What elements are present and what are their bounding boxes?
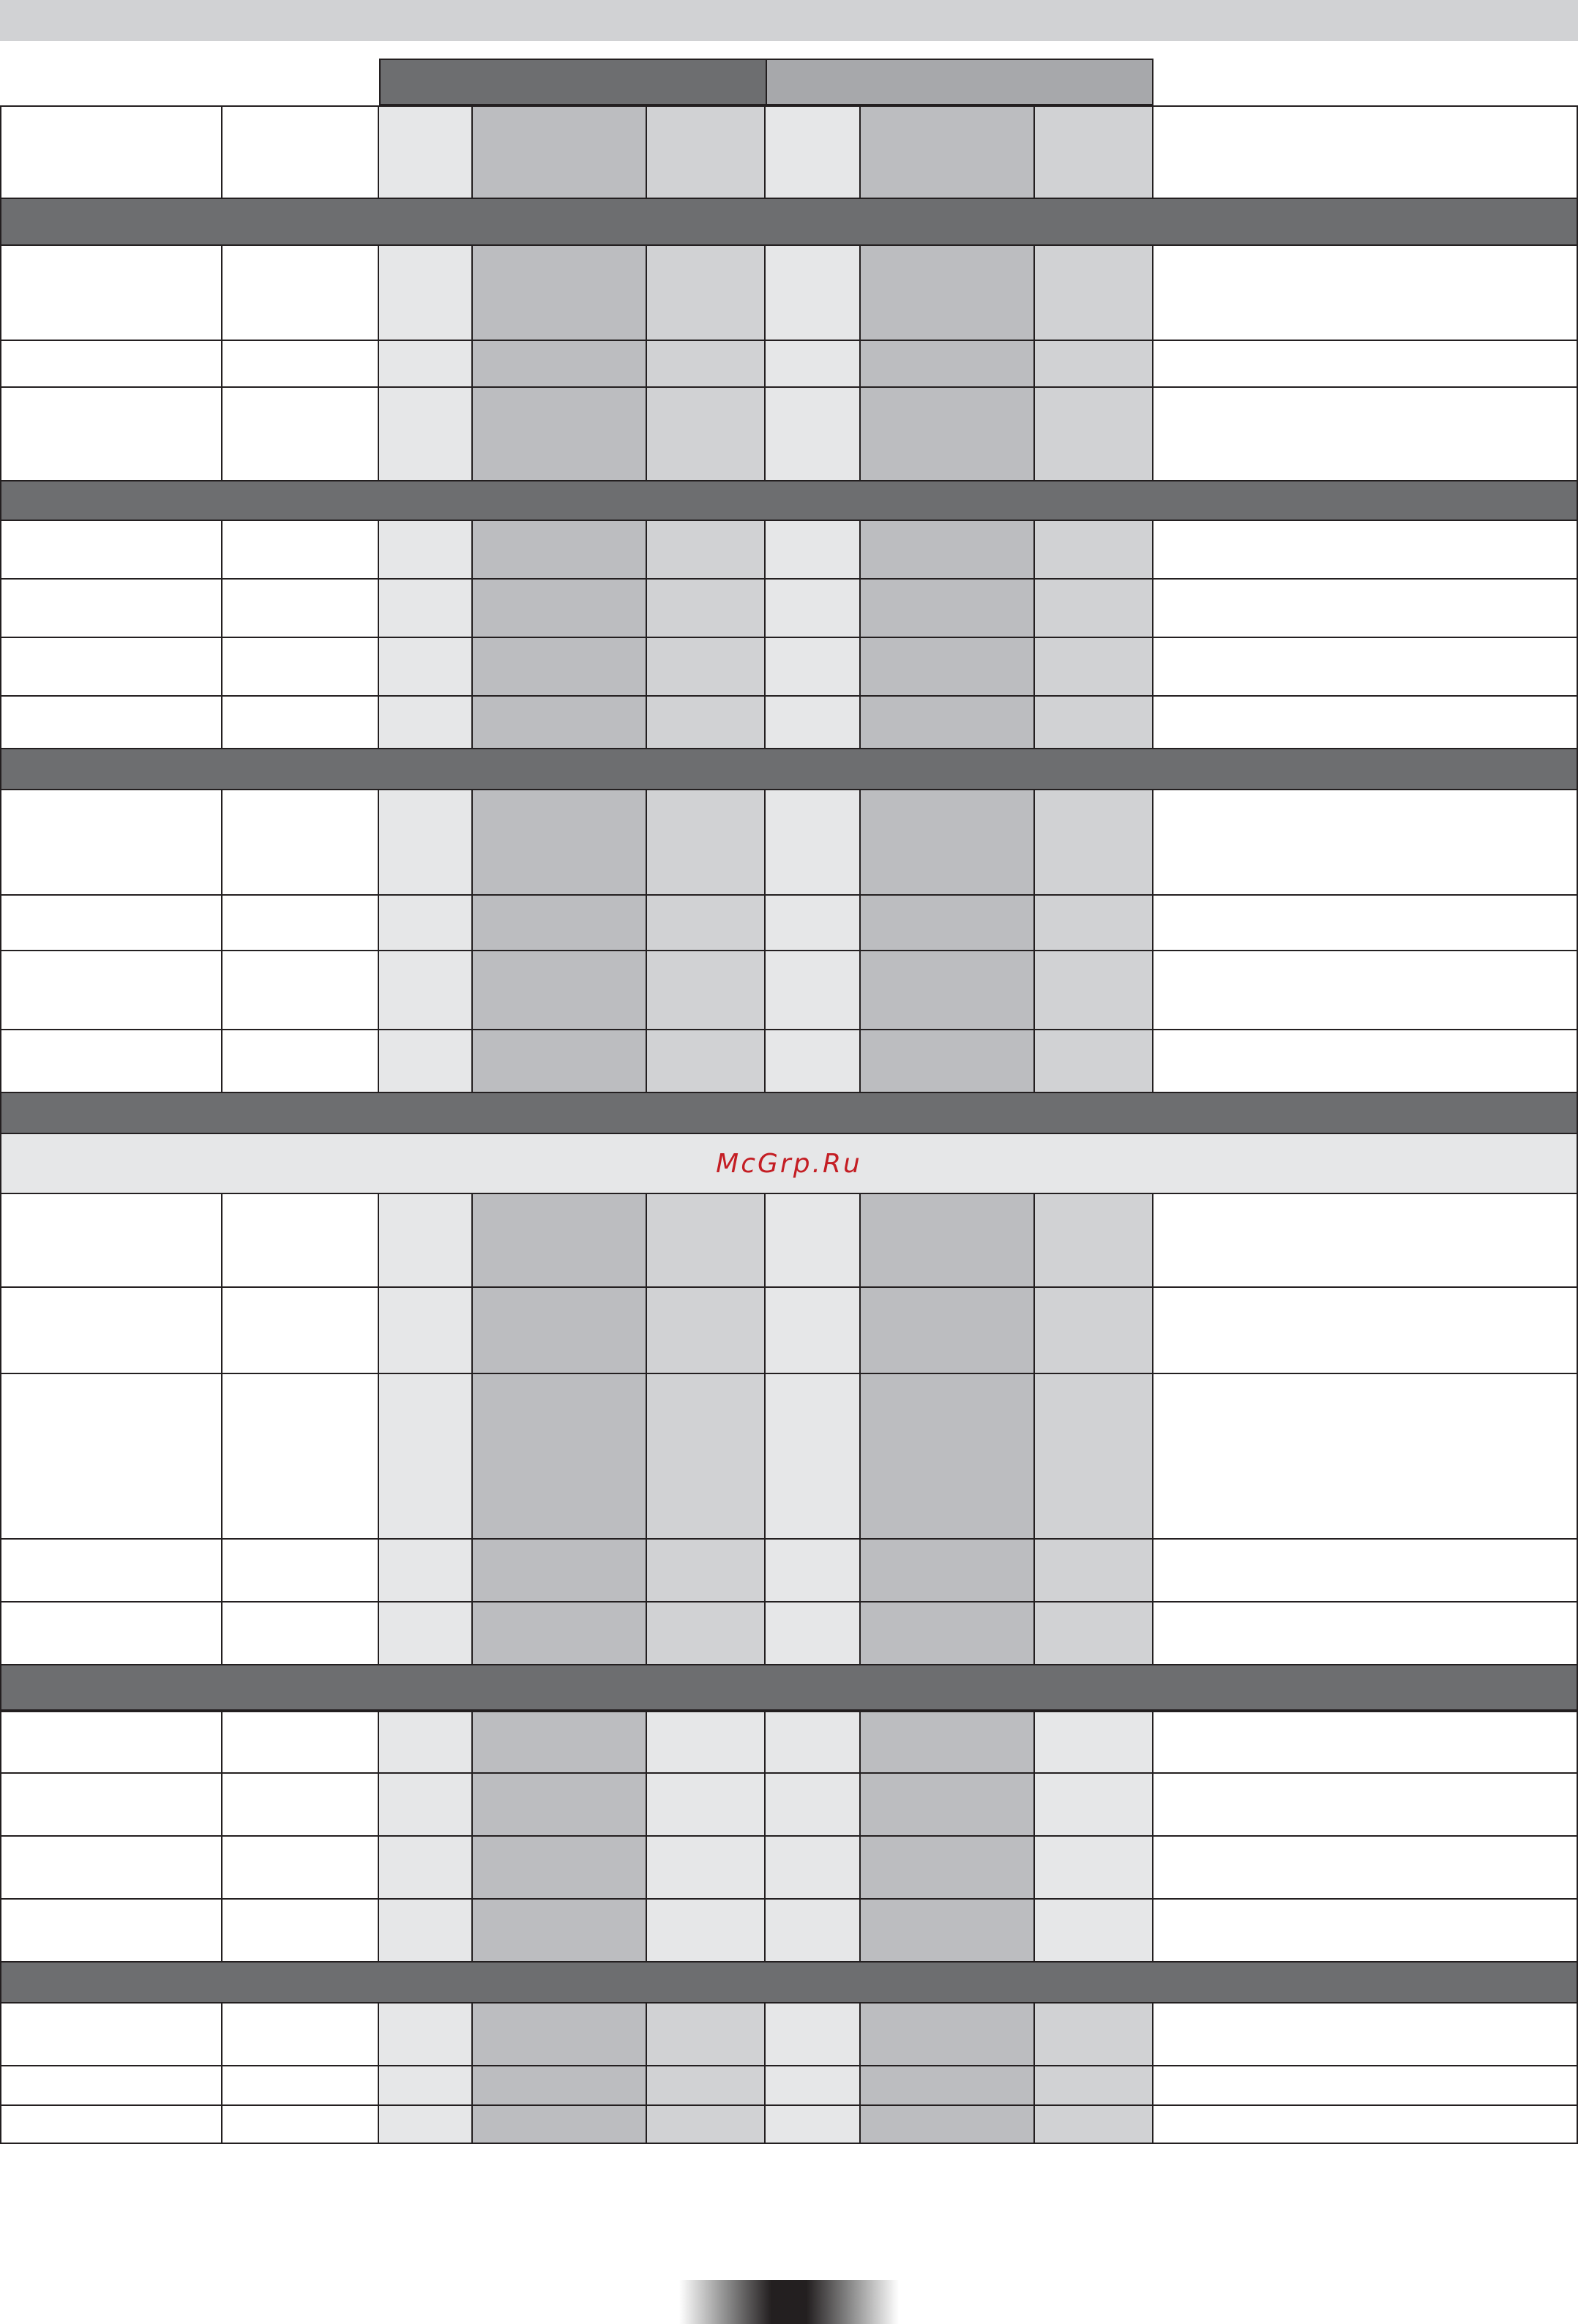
table-row: [0, 790, 1578, 896]
table-cell: [766, 388, 861, 480]
table-cell: [223, 1774, 379, 1835]
table-cell: [1035, 951, 1153, 1029]
table-cell: [379, 638, 473, 695]
table-cell: [647, 1603, 766, 1664]
table-cell: [647, 341, 766, 386]
table-cell: [473, 107, 647, 198]
table-row: [0, 2106, 1578, 2144]
section-band: [0, 199, 1578, 246]
table-row: [0, 246, 1578, 341]
table-cell: [223, 2066, 379, 2104]
section-band: [0, 1665, 1578, 1711]
top-bar: [0, 0, 1578, 41]
table-cell: [861, 1712, 1035, 1772]
table-cell: [1153, 638, 1578, 695]
table-cell: [379, 2066, 473, 2104]
table-cell: [766, 341, 861, 386]
table-cell: [473, 638, 647, 695]
table-cell: [861, 896, 1035, 950]
section-band: [0, 749, 1578, 790]
table-cell: [647, 1288, 766, 1373]
table-cell: [473, 2066, 647, 2104]
table-cell: [379, 1030, 473, 1092]
table-cell: [473, 2106, 647, 2143]
table-cell: [473, 2003, 647, 2065]
table-cell: [766, 1603, 861, 1664]
table-cell: [223, 1374, 379, 1538]
table-cell: [647, 896, 766, 950]
table-cell: [223, 638, 379, 695]
table-cell: [223, 521, 379, 578]
table-cell: [0, 2106, 223, 2143]
table-cell: [473, 1030, 647, 1092]
table-cell: [473, 580, 647, 637]
table-cell: [861, 341, 1035, 386]
table-row: [0, 388, 1578, 481]
table-cell: [861, 2003, 1035, 2065]
table-cell: [1153, 1837, 1578, 1898]
table-cell: [223, 1837, 379, 1898]
table-cell: [647, 1374, 766, 1538]
table-cell: [647, 951, 766, 1029]
table-cell: [473, 1900, 647, 1961]
table-cell: [0, 1774, 223, 1835]
table-cell: [647, 1540, 766, 1601]
table-cell: [473, 1288, 647, 1373]
table-cell: [766, 1900, 861, 1961]
table-cell: [379, 1774, 473, 1835]
table-row: [0, 1603, 1578, 1665]
table-cell: [0, 341, 223, 386]
table-cell: [1035, 1774, 1153, 1835]
table-cell: [1035, 1540, 1153, 1601]
table-cell: [766, 1837, 861, 1898]
table-cell: [766, 1712, 861, 1772]
table-cell: [379, 1194, 473, 1286]
table-cell: [0, 1603, 223, 1664]
table-cell: [0, 521, 223, 578]
table-cell: [0, 2066, 223, 2104]
table-cell: [861, 580, 1035, 637]
table-cell: [379, 790, 473, 894]
table-cell: [1153, 1030, 1578, 1092]
table-cell: [647, 1837, 766, 1898]
table-cell: [861, 2106, 1035, 2143]
table-cell: [1153, 697, 1578, 748]
table-row: [0, 638, 1578, 697]
table-cell: [223, 246, 379, 340]
table-cell: [0, 1900, 223, 1961]
table-cell: [0, 1030, 223, 1092]
table-cell: [647, 521, 766, 578]
table-cell: [1035, 341, 1153, 386]
table-cell: [473, 1194, 647, 1286]
table-row: [0, 1711, 1578, 1774]
table-cell: [647, 697, 766, 748]
table-cell: [473, 790, 647, 894]
table-cell: [647, 2066, 766, 2104]
table-cell: [766, 2003, 861, 2065]
table-cell: [1153, 2106, 1578, 2143]
table-row: [0, 1030, 1578, 1093]
table-cell: [766, 951, 861, 1029]
table-cell: [223, 1288, 379, 1373]
table-cell: [1153, 1374, 1578, 1538]
table-cell: [473, 521, 647, 578]
table-cell: [379, 697, 473, 748]
table-row: [0, 1900, 1578, 1963]
table-cell: [647, 1900, 766, 1961]
table-cell: [861, 951, 1035, 1029]
table-row: [0, 1837, 1578, 1900]
table-cell: [766, 697, 861, 748]
column-group-header-a: [379, 59, 767, 105]
table-cell: [379, 1712, 473, 1772]
table-cell: [223, 2003, 379, 2065]
table-cell: [1035, 790, 1153, 894]
table-cell: [379, 341, 473, 386]
table-cell: [647, 246, 766, 340]
table-cell: [1035, 1030, 1153, 1092]
table-cell: [223, 896, 379, 950]
section-band: [0, 1093, 1578, 1134]
table-cell: [1035, 1288, 1153, 1373]
table-cell: [1035, 1194, 1153, 1286]
table-cell: [1035, 638, 1153, 695]
table-cell: [0, 896, 223, 950]
table-cell: [647, 790, 766, 894]
table-row: [0, 2003, 1578, 2066]
table-cell: [1035, 2066, 1153, 2104]
table-cell: [1035, 1712, 1153, 1772]
table-cell: [223, 1712, 379, 1772]
table-cell: [473, 388, 647, 480]
table-cell: [647, 107, 766, 198]
table-cell: [473, 697, 647, 748]
table-cell: [473, 1374, 647, 1538]
table-cell: [223, 580, 379, 637]
table-cell: [1153, 1603, 1578, 1664]
section-band: [0, 481, 1578, 521]
table-cell: [379, 580, 473, 637]
table-cell: [647, 638, 766, 695]
table-cell: [766, 580, 861, 637]
table-cell: [647, 580, 766, 637]
table-cell: [861, 790, 1035, 894]
table-cell: [1153, 2066, 1578, 2104]
table-cell: [379, 896, 473, 950]
table-cell: [1153, 1540, 1578, 1601]
table-cell: [766, 1288, 861, 1373]
table-cell: [766, 896, 861, 950]
table-cell: [0, 1194, 223, 1286]
table-cell: [766, 790, 861, 894]
table-cell: [379, 1900, 473, 1961]
table-cell: [766, 2066, 861, 2104]
table-cell: [1035, 2106, 1153, 2143]
table-cell: [1153, 790, 1578, 894]
table-cell: [0, 1837, 223, 1898]
table-row: [0, 2066, 1578, 2106]
table-cell: [379, 521, 473, 578]
table-cell: [1035, 1900, 1153, 1961]
watermark-banner: [0, 1134, 1578, 1194]
table-cell: [861, 1540, 1035, 1601]
table-cell: [1035, 521, 1153, 578]
table-cell: [1035, 388, 1153, 480]
table-cell: [0, 388, 223, 480]
section-band: [0, 1963, 1578, 2003]
table-cell: [647, 1030, 766, 1092]
table-cell: [766, 107, 861, 198]
table-cell: [1153, 2003, 1578, 2065]
table-cell: [0, 951, 223, 1029]
table-cell: [223, 341, 379, 386]
table-cell: [1035, 896, 1153, 950]
column-group-header-b: [766, 59, 1153, 105]
table-cell: [379, 1837, 473, 1898]
table-cell: [223, 697, 379, 748]
table-cell: [861, 107, 1035, 198]
table-cell: [379, 1288, 473, 1373]
table-cell: [861, 1288, 1035, 1373]
table-cell: [379, 2106, 473, 2143]
table-cell: [861, 521, 1035, 578]
table-cell: [223, 107, 379, 198]
page-number-tab: [679, 2280, 899, 2324]
data-table: [0, 105, 1578, 2144]
table-cell: [1153, 107, 1578, 198]
table-cell: [1035, 246, 1153, 340]
table-cell: [1153, 1774, 1578, 1835]
table-cell: [223, 1603, 379, 1664]
table-cell: [1035, 580, 1153, 637]
table-cell: [0, 246, 223, 340]
table-cell: [766, 638, 861, 695]
table-cell: [0, 790, 223, 894]
table-cell: [379, 388, 473, 480]
table-cell: [861, 1194, 1035, 1286]
table-cell: [379, 1374, 473, 1538]
table-cell: [0, 107, 223, 198]
table-row: [0, 896, 1578, 951]
table-cell: [1035, 2003, 1153, 2065]
table-cell: [647, 2003, 766, 2065]
table-cell: [1035, 1837, 1153, 1898]
table-cell: [473, 896, 647, 950]
table-row: [0, 580, 1578, 638]
table-cell: [0, 2003, 223, 2065]
table-cell: [473, 1603, 647, 1664]
table-cell: [1153, 1712, 1578, 1772]
table-row: [0, 697, 1578, 749]
table-cell: [647, 388, 766, 480]
table-row: [0, 341, 1578, 388]
table-row: [0, 1288, 1578, 1374]
table-cell: [379, 1603, 473, 1664]
table-cell: [861, 638, 1035, 695]
table-cell: [473, 1774, 647, 1835]
table-row: [0, 1194, 1578, 1288]
table-cell: [1153, 341, 1578, 386]
table-cell: [766, 246, 861, 340]
table-cell: [0, 580, 223, 637]
table-cell: [0, 1712, 223, 1772]
table-row: [0, 951, 1578, 1030]
table-cell: [0, 697, 223, 748]
table-cell: [1153, 951, 1578, 1029]
table-cell: [473, 951, 647, 1029]
table-cell: [861, 2066, 1035, 2104]
table-cell: [861, 1374, 1035, 1538]
table-cell: [766, 1030, 861, 1092]
table-cell: [766, 1774, 861, 1835]
table-cell: [223, 388, 379, 480]
table-cell: [379, 107, 473, 198]
table-cell: [1035, 697, 1153, 748]
table-cell: [1153, 521, 1578, 578]
table-cell: [473, 341, 647, 386]
table-cell: [0, 1288, 223, 1373]
table-cell: [1153, 1194, 1578, 1286]
table-cell: [861, 1603, 1035, 1664]
table-cell: [766, 1194, 861, 1286]
table-cell: [379, 2003, 473, 2065]
table-row: [0, 521, 1578, 580]
table-cell: [223, 951, 379, 1029]
table-cell: [861, 1030, 1035, 1092]
table-cell: [473, 246, 647, 340]
table-cell: [1153, 1288, 1578, 1373]
table-cell: [1035, 1374, 1153, 1538]
table-cell: [861, 388, 1035, 480]
table-cell: [223, 1900, 379, 1961]
table-cell: [473, 1837, 647, 1898]
table-cell: [223, 1540, 379, 1601]
table-cell: [861, 1900, 1035, 1961]
table-cell: [223, 1030, 379, 1092]
table-cell: [0, 638, 223, 695]
table-cell: [1153, 246, 1578, 340]
table-header-row: [0, 105, 1578, 199]
watermark-text: McGrp.Ru: [716, 1148, 862, 1179]
table-cell: [861, 697, 1035, 748]
table-cell: [647, 2106, 766, 2143]
table-cell: [1035, 107, 1153, 198]
table-cell: [1153, 580, 1578, 637]
table-cell: [223, 790, 379, 894]
table-cell: [1153, 388, 1578, 480]
table-cell: [647, 1712, 766, 1772]
table-cell: [1035, 1603, 1153, 1664]
table-cell: [379, 1540, 473, 1601]
table-cell: [473, 1540, 647, 1601]
table-cell: [861, 1837, 1035, 1898]
table-cell: [1153, 896, 1578, 950]
table-row: [0, 1774, 1578, 1837]
table-cell: [766, 1374, 861, 1538]
table-cell: [647, 1194, 766, 1286]
table-row: [0, 1374, 1578, 1540]
table-cell: [766, 1540, 861, 1601]
table-cell: [223, 1194, 379, 1286]
table-cell: [861, 1774, 1035, 1835]
table-cell: [223, 2106, 379, 2143]
table-cell: [0, 1540, 223, 1601]
table-cell: [473, 1712, 647, 1772]
table-cell: [0, 1374, 223, 1538]
table-cell: [766, 2106, 861, 2143]
table-row: [0, 1540, 1578, 1603]
table-cell: [766, 521, 861, 578]
table-cell: [379, 951, 473, 1029]
table-cell: [379, 246, 473, 340]
table-cell: [861, 246, 1035, 340]
table-cell: [647, 1774, 766, 1835]
table-cell: [1153, 1900, 1578, 1961]
